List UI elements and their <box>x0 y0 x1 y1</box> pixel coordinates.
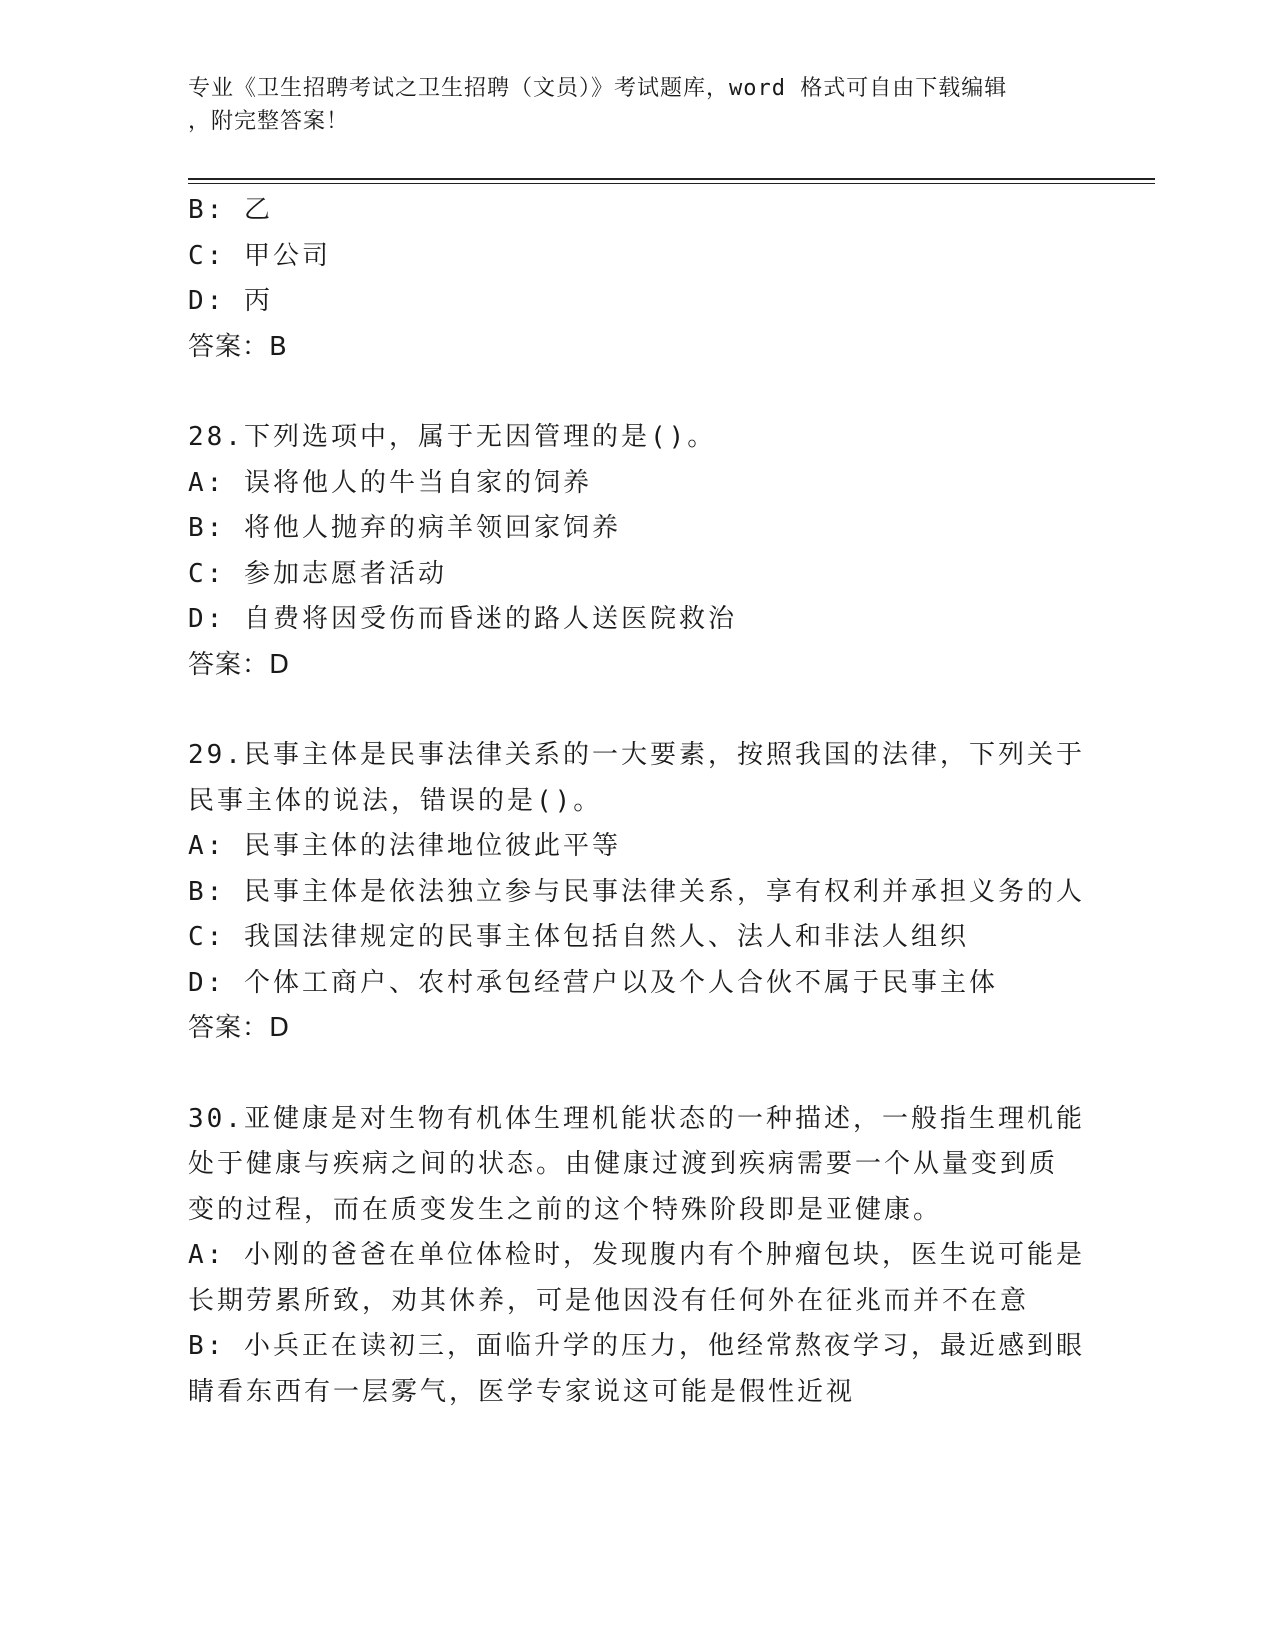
option-c: C: 参加志愿者活动 <box>188 558 447 589</box>
question-stem-line-3: 变的过程，而在质变发生之前的这个特殊阶段即是亚健康。 <box>188 1194 943 1225</box>
option-c: C: 我国法律规定的民事主体包括自然人、法人和非法人组织 <box>188 922 969 952</box>
option-a-line-2: 长期劳累所致，劝其休养，可是他因没有任何外在征兆而并不在意 <box>188 1285 1030 1316</box>
option-b: B: 乙 <box>188 195 273 225</box>
option-b-line-1: B: 小兵正在读初三，面临升学的压力，他经常熬夜学习，最近感到眼 <box>188 1331 1085 1361</box>
question-stem-line-2: 民事主体的说法，错误的是()。 <box>188 785 603 816</box>
option-b: B: 民事主体是依法独立参与民事法律关系，享有权利并承担义务的人 <box>188 876 1085 907</box>
question-30 <box>188 1097 1088 1416</box>
header-line-2: ，附完整答案！ <box>188 109 350 134</box>
option-d: D: 丙 <box>188 286 273 316</box>
question-28 <box>188 415 1088 688</box>
option-a: A: 民事主体的法律地位彼此平等 <box>188 831 621 861</box>
option-b: B: 将他人抛弃的病羊领回家饲养 <box>188 513 621 543</box>
header-divider <box>188 178 1155 184</box>
option-c: C: 甲公司 <box>188 240 331 271</box>
option-d: D: 个体工商户、农村承包经营户以及个人合伙不属于民事主体 <box>188 967 998 998</box>
question-stem: 28.下列选项中，属于无因管理的是()。 <box>188 422 717 452</box>
question-29 <box>188 733 1088 1052</box>
question-27-tail <box>188 188 1088 370</box>
option-a: A: 误将他人的牛当自家的饲养 <box>188 467 592 498</box>
option-a-line-1: A: 小刚的爸爸在单位体检时，发现腹内有个肿瘤包块，医生说可能是 <box>188 1240 1085 1270</box>
answer: 答案：D <box>188 1013 291 1043</box>
answer: 答案：D <box>188 649 291 680</box>
question-stem-line-2: 处于健康与疾病之间的状态。由健康过渡到疾病需要一个从量变到质 <box>188 1149 1059 1179</box>
question-stem-line-1: 30.亚健康是对生物有机体生理机能状态的一种描述，一般指生理机能 <box>188 1103 1085 1134</box>
option-b-line-2: 睛看东西有一层雾气，医学专家说这可能是假性近视 <box>188 1376 856 1407</box>
question-stem-line-1: 29.民事主体是民事法律关系的一大要素，按照我国的法律，下列关于 <box>188 740 1085 770</box>
page-header <box>188 72 1068 138</box>
answer: 答案：B <box>188 331 288 362</box>
header-line-1: 专业《卫生招聘考试之卫生招聘（文员）》考试题库，word 格式可自由下载编辑 <box>188 76 1008 101</box>
document-body <box>188 188 1088 1415</box>
option-d: D: 自费将因受伤而昏迷的路人送医院救治 <box>188 604 737 634</box>
